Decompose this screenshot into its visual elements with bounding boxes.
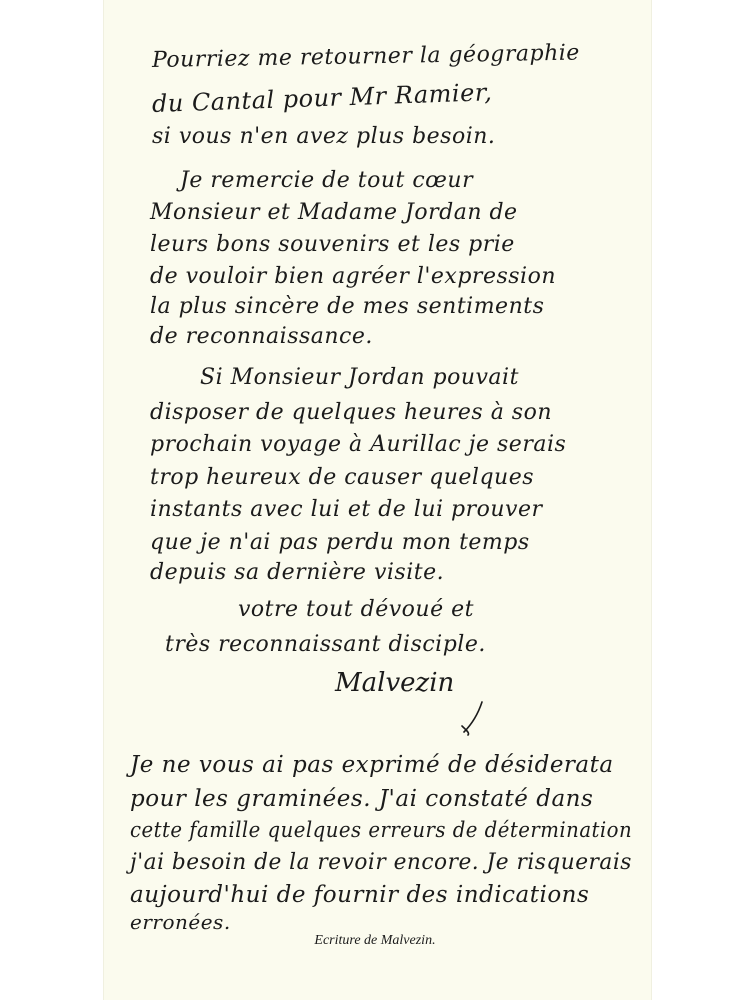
letter-line: la plus sincère de mes sentiments (150, 294, 545, 319)
letter-line: instants avec lui et de lui prouver (150, 497, 543, 522)
letter-line: Monsieur et Madame Jordan de (150, 200, 518, 225)
letter-line: leurs bons souvenirs et les prie (150, 232, 515, 257)
letter-line: de reconnaissance. (150, 324, 373, 349)
letter-line: de vouloir bien agréer l'expression (150, 264, 556, 289)
postscript-line: erronées. (130, 910, 231, 934)
letter-line: si vous n'en avez plus besoin. (152, 124, 496, 149)
letter-line: disposer de quelques heures à son (150, 400, 553, 425)
postscript-line: aujourd'hui de fournir des indications (130, 882, 590, 908)
postscript-line: pour les graminées. J'ai constaté dans (130, 786, 594, 812)
letter-line: depuis sa dernière visite. (150, 560, 445, 585)
closing-line: très reconnaissant disciple. (165, 632, 486, 657)
signature-flourish (458, 700, 488, 736)
letter-line: Je remercie de tout cœur (180, 168, 474, 193)
postscript-line: Je ne vous ai pas exprimé de désiderata (130, 752, 614, 778)
letter-line: Si Monsieur Jordan pouvait (200, 365, 519, 390)
letter-line: que je n'ai pas perdu mon temps (150, 530, 530, 555)
letter-line: du Cantal pour Mr Ramier, (151, 78, 493, 118)
signature: Malvezin (335, 668, 455, 698)
closing-line: votre tout dévoué et (238, 597, 474, 622)
letter-line: Pourriez me retourner la géographie (151, 40, 581, 73)
letter-line: prochain voyage à Aurillac je serais (150, 432, 567, 457)
postscript-line: j'ai besoin de la revoir encore. Je risquerais (130, 850, 632, 875)
letter-line: trop heureux de causer quelques (150, 465, 535, 490)
postscript-line: cette famille quelques erreurs de détermination (130, 818, 633, 842)
caption: Ecriture de Malvezin. (314, 933, 436, 948)
